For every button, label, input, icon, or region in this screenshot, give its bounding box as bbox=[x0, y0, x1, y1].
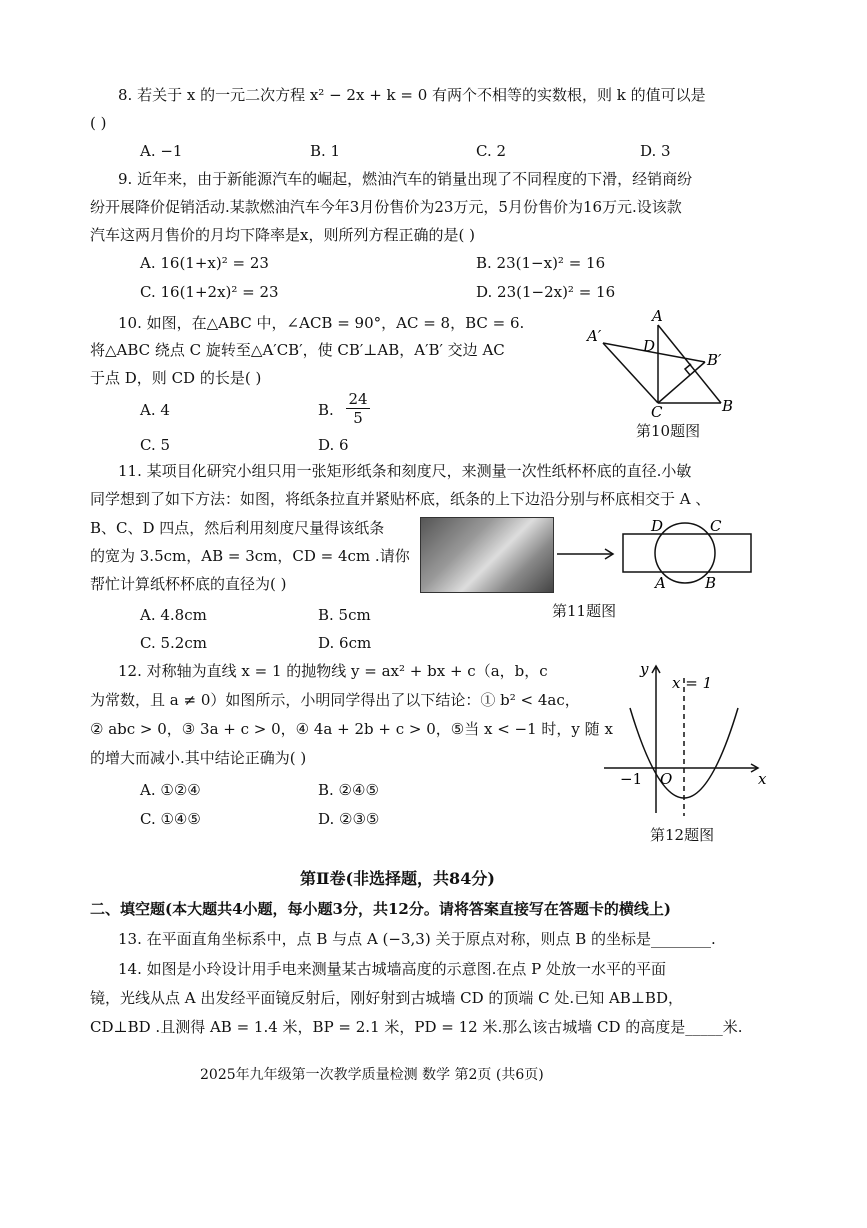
q10-caption: 第10题图 bbox=[636, 422, 701, 440]
fraction-numerator: 24 bbox=[346, 390, 370, 409]
q9-option-d: D. 23(1−2x)² = 16 bbox=[476, 283, 616, 301]
q12-option-c: C. ①④⑤ bbox=[140, 810, 201, 828]
right-angle-mark bbox=[685, 364, 691, 375]
label-a: A bbox=[652, 307, 663, 325]
label-b: B bbox=[722, 397, 734, 415]
q14-stem-line2: 镜，光线从点 A 出发经平面镜反射后，刚好射到古城墙 CD 的顶端 C 处.已知 AB⊥BD， bbox=[90, 989, 683, 1007]
q9-stem-line1: 9. 近年来，由于新能源汽车的崛起，燃油汽车的销量出现了不同程度的下滑，经销商纷 bbox=[118, 170, 693, 188]
q10-option-b: B. bbox=[318, 401, 334, 419]
label-b: B bbox=[705, 574, 717, 592]
q9-stem-line2: 纷开展降价促销活动.某款燃油汽车今年3月份售价为23万元，5月份售价为16万元.设该款 bbox=[90, 198, 682, 216]
q11-option-b: B. 5cm bbox=[318, 606, 371, 624]
fill-in-section-heading: 二、填空题(本大题共4小题，每小题3分，共12分。请将答案直接写在答题卡的横线上) bbox=[90, 900, 671, 918]
q12-option-b: B. ②④⑤ bbox=[318, 781, 379, 799]
q11-figure bbox=[555, 512, 755, 592]
label-c: C bbox=[651, 403, 663, 420]
q11-stem-line2: 同学想到了如下方法：如图，将纸条拉直并紧贴杯底，纸条的上下边沿分别与杯底相交于 A 、 bbox=[90, 490, 711, 508]
label-y: y bbox=[640, 660, 649, 678]
q12-stem-line1: 12. 对称轴为直线 x = 1 的抛物线 y = ax² + bx + c（a，b，c bbox=[118, 662, 548, 680]
q9-option-c: C. 16(1+2x)² = 23 bbox=[140, 283, 279, 301]
q10-stem-line2: 将△ABC 绕点 C 旋转至△A′CB′，使 CB′⊥AB，A′B′ 交边 AC bbox=[90, 341, 505, 359]
label-a: A bbox=[655, 574, 666, 592]
q8-option-d: D. 3 bbox=[640, 142, 671, 160]
q14-stem-line1: 14. 如图是小玲设计用手电来测量某古城墙高度的示意图.在点 P 处放一水平的平面 bbox=[118, 960, 667, 978]
label-b-prime: B′ bbox=[707, 351, 722, 369]
q10-option-a: A. 4 bbox=[140, 401, 170, 419]
label-c: C bbox=[710, 517, 722, 535]
q10-stem-line3: 于点 D，则 CD 的长是( ) bbox=[90, 369, 262, 387]
paper-cup-photo bbox=[420, 517, 554, 593]
q8-stem-line2: ( ) bbox=[90, 114, 107, 132]
q13-stem: 13. 在平面直角坐标系中，点 B 与点 A (−3,3) 关于原点对称，则点 B 的坐标是________. bbox=[118, 930, 716, 948]
page-footer: 2025年九年级第一次教学质量检测 数学 第2页 (共6页) bbox=[200, 1067, 544, 1083]
fraction-denominator: 5 bbox=[353, 409, 363, 427]
label-d: D bbox=[643, 337, 656, 355]
q9-stem-line3: 汽车这两月售价的月均下降率是x，则所列方程正确的是( ) bbox=[90, 226, 475, 244]
label-x: x bbox=[758, 770, 767, 788]
q11-option-a: A. 4.8cm bbox=[140, 606, 207, 624]
label-origin: O bbox=[660, 770, 673, 788]
q12-option-d: D. ②③⑤ bbox=[318, 810, 380, 828]
q14-stem-line3: CD⊥BD .且测得 AB = 1.4 米，BP = 2.1 米，PD = 12 米.那么该古城墙 CD 的高度是_____米. bbox=[90, 1018, 743, 1036]
q8-stem-line1: 8. 若关于 x 的一元二次方程 x² − 2x + k = 0 有两个不相等的实数根，则 k 的值可以是 bbox=[118, 86, 706, 104]
q12-figure bbox=[600, 658, 770, 818]
paper-strip bbox=[623, 534, 751, 572]
q12-stem-line2: 为常数，且 a ≠ 0）如图所示，小明同学得出了以下结论：① b² < 4ac， bbox=[90, 691, 580, 709]
q11-stem-line5: 帮忙计算纸杯杯底的直径为( ) bbox=[90, 575, 287, 593]
q10-stem-line1: 10. 如图，在△ABC 中，∠ACB = 90°，AC = 8，BC = 6. bbox=[118, 314, 525, 332]
label-neg-one: −1 bbox=[620, 770, 643, 788]
segment-cb2 bbox=[658, 362, 705, 403]
q8-option-b: B. 1 bbox=[310, 142, 341, 160]
q11-caption: 第11题图 bbox=[552, 602, 617, 620]
q11-stem-line3: B、C、D 四点，然后利用刻度尺量得该纸条 bbox=[90, 519, 385, 537]
label-a-prime: A′ bbox=[587, 327, 602, 345]
q8-option-a: A. −1 bbox=[140, 142, 183, 160]
q12-caption: 第12题图 bbox=[650, 826, 715, 844]
q11-stem-line1: 11. 某项目化研究小组只用一张矩形纸条和刻度尺，来测量一次性纸杯杯底的直径.小敏 bbox=[118, 462, 692, 480]
q10-option-c: C. 5 bbox=[140, 436, 171, 454]
q11-option-d: D. 6cm bbox=[318, 634, 372, 652]
q9-option-b: B. 23(1−x)² = 16 bbox=[476, 254, 606, 272]
q11-stem-line4: 的宽为 3.5cm，AB = 3cm，CD = 4cm .请你 bbox=[90, 547, 410, 565]
q10-figure bbox=[585, 305, 750, 420]
q12-stem-line3: ② abc > 0，③ 3a + c > 0，④ 4a + 2b + c > 0，⑤当 x < −1 时，y 随 x bbox=[90, 720, 613, 738]
label-axis: x = 1 bbox=[672, 674, 713, 692]
q9-option-a: A. 16(1+x)² = 23 bbox=[140, 254, 269, 272]
part2-title: 第Ⅱ卷(非选择题，共84分) bbox=[300, 869, 495, 888]
q11-option-c: C. 5.2cm bbox=[140, 634, 207, 652]
q10-option-d: D. 6 bbox=[318, 436, 349, 454]
q8-option-c: C. 2 bbox=[476, 142, 507, 160]
q10-option-b-fraction bbox=[346, 390, 370, 427]
q12-option-a: A. ①②④ bbox=[140, 781, 201, 799]
label-d: D bbox=[651, 517, 664, 535]
q12-stem-line4: 的增大而减小.其中结论正确为( ) bbox=[90, 749, 307, 767]
